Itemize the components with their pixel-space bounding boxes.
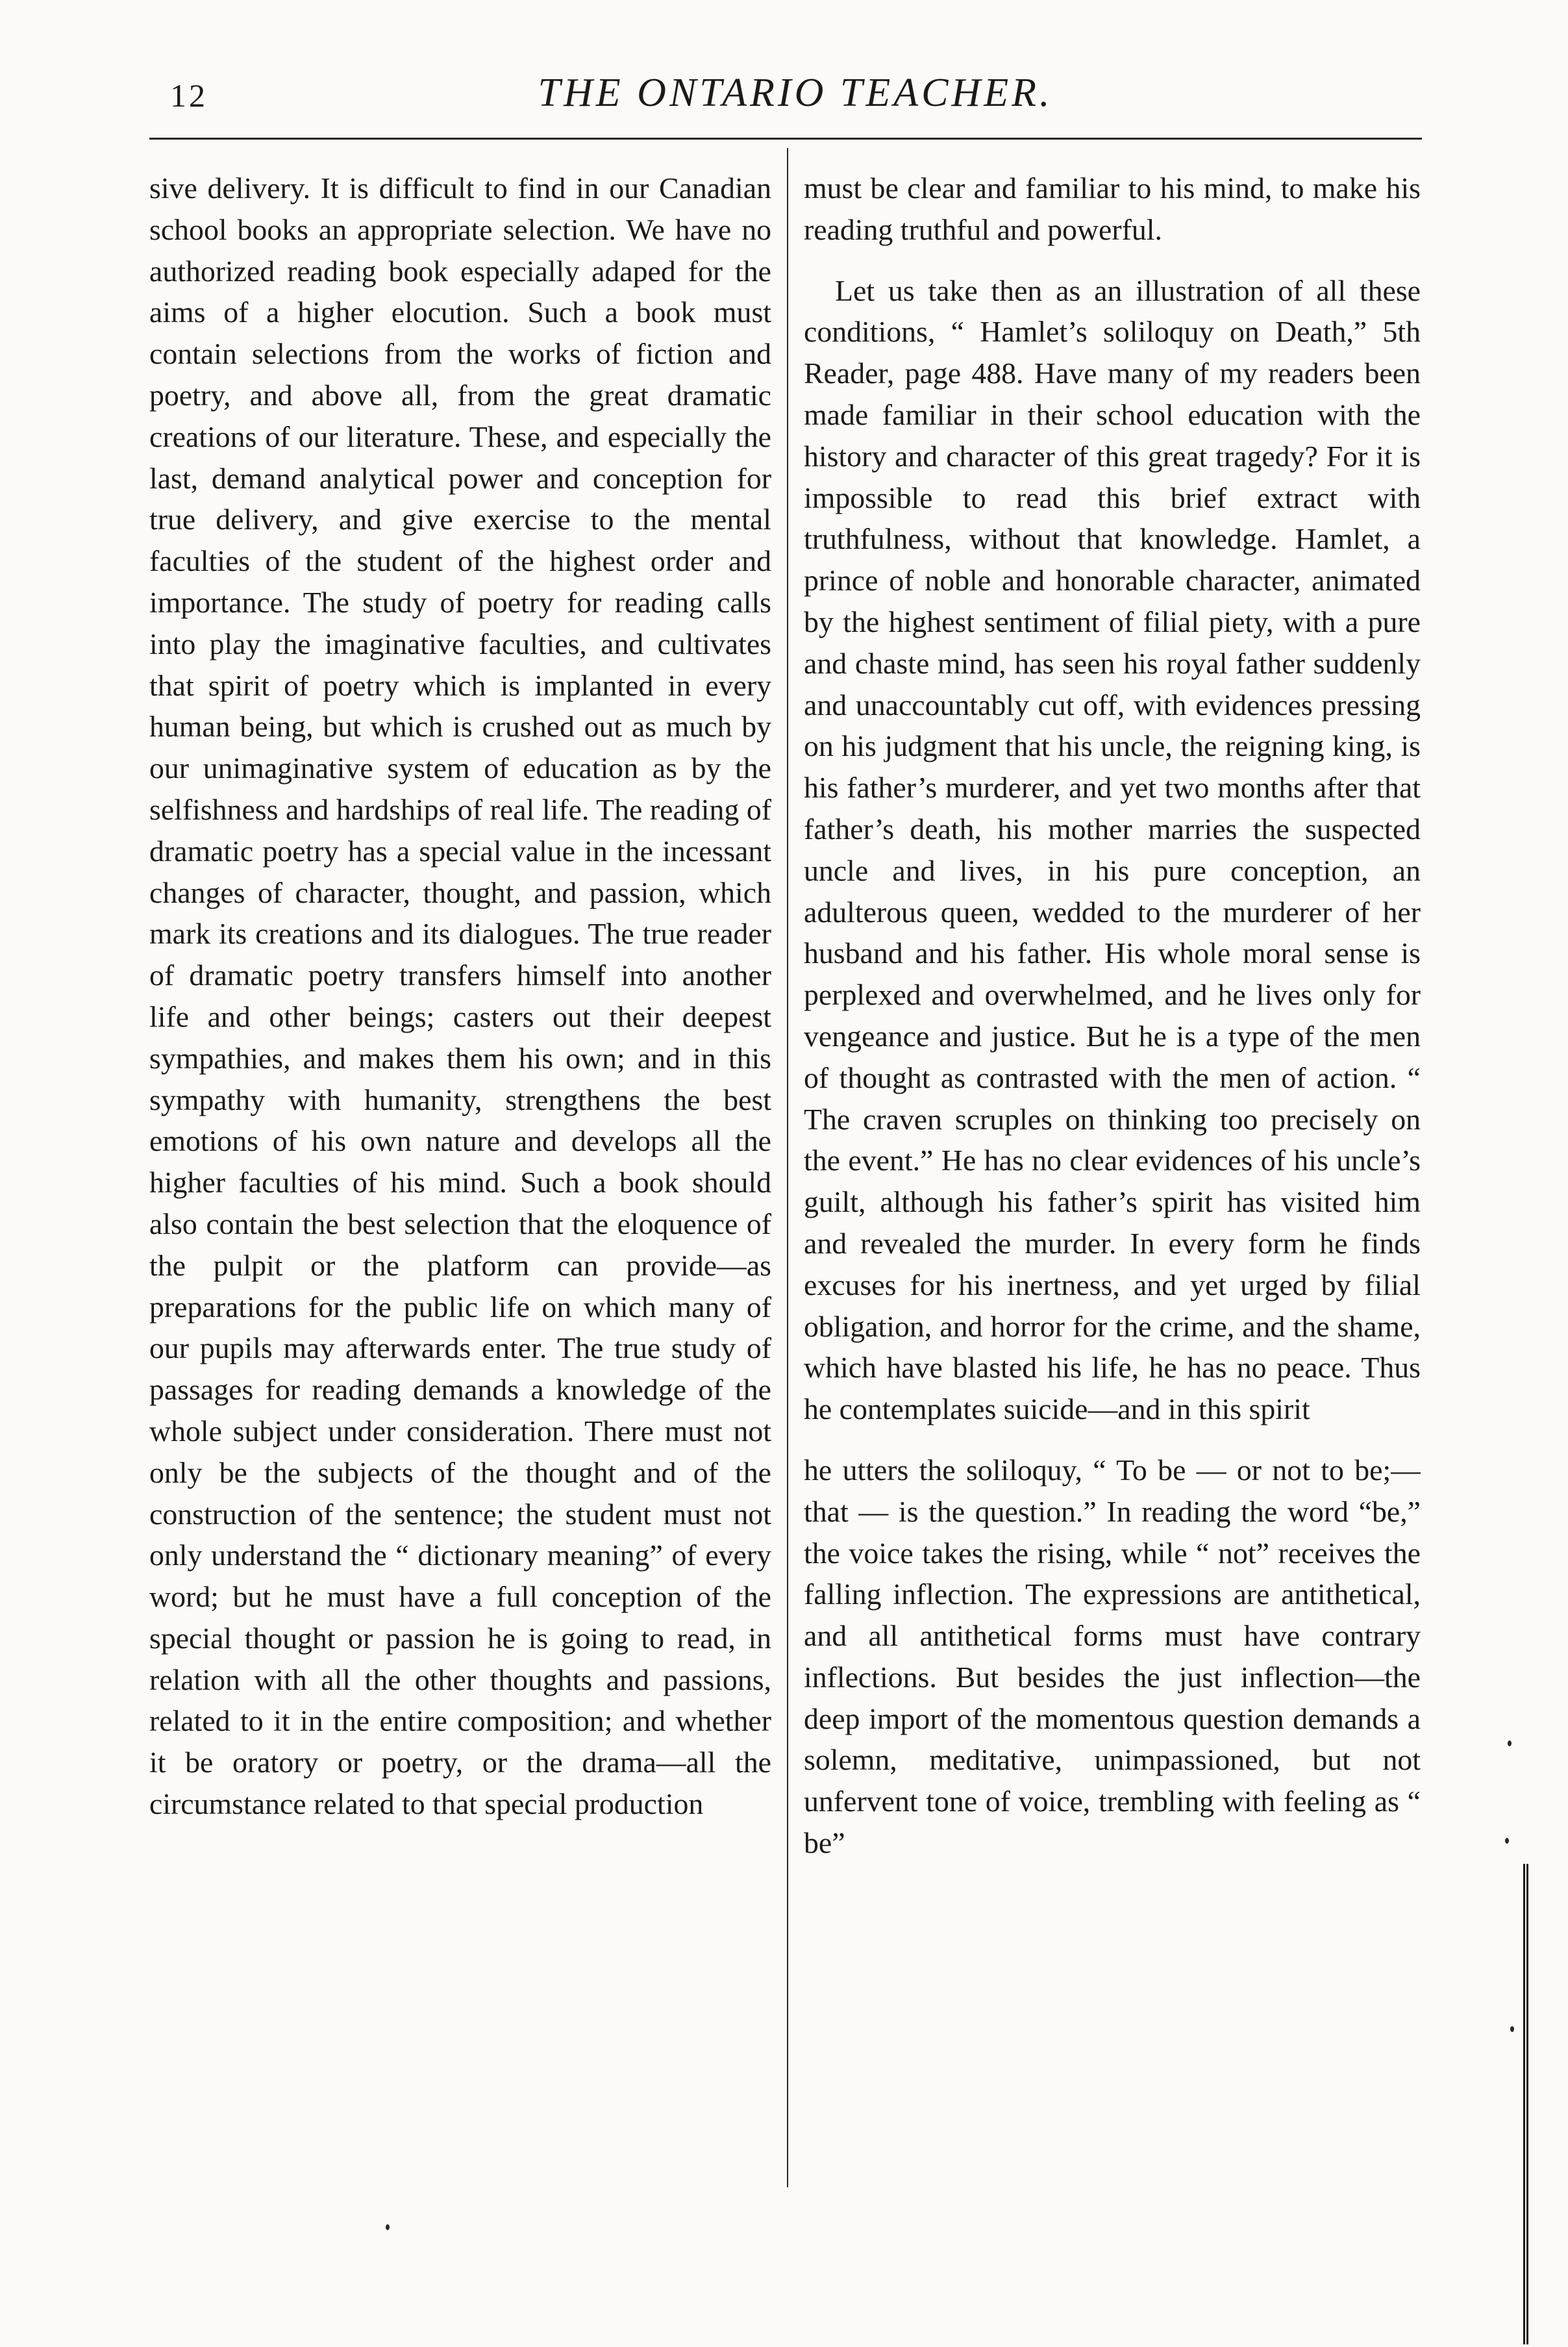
ink-speck — [1505, 1838, 1509, 1844]
right-column — [804, 168, 1421, 1864]
left-column — [149, 168, 771, 1825]
right-paragraph-hamlet: Let us take then as an illustration of all these conditions, “ Hamlet’s soliloquy on Death,” 5th Reader, page 488. Have many of my readers been made familiar in their school education with the history and character of this great tragedy? For it is impossible to read this brief extract with truthfulness, without that knowledge. Hamlet, a prince of noble and honorable character, animated by the highest sentiment of filial piety, with a pure and chaste mind, has seen his royal father suddenly and unaccountably cut off, with evidences pressing on his judgment that his uncle, the reigning king, is his father’s murderer, and yet two months after that father’s death, his mother marries the suspected uncle and lives, in his pure conception, an adulterous queen, wedded to the murderer of her husband and his father. His whole moral sense is perplexed and overwhelmed, and he lives only for vengeance and justice. But he is a type of the men of thought as contrasted with the men of action. “ The craven scruples on thinking too precisely on the event.” He has no clear evidences of his uncle’s guilt, although his father’s spirit has visited him and revealed the murder. In every form he finds excuses for his inertness, and yet urged by filial obligation, and horror for the crime, and the shame, which have blasted his life, he has no peace. Thus he contemplates suicide—and in this spirit — [804, 273, 1421, 1426]
running-head: THE ONTARIO TEACHER. — [538, 71, 1053, 115]
right-paragraph-continuation: must be clear and familiar to his mind, to make his reading truthful and powerful. — [804, 171, 1421, 246]
ink-speck — [1510, 2026, 1514, 2032]
header-rule — [149, 138, 1422, 140]
right-paragraph-soliloquy: he utters the soliloquy, “ To be — or not to be;—that — is the question.” In reading the word “be,” the voice takes the rising, while “ not” receives the falling inflection. The expressions are antithetical, and all antithetical forms must have contrary inflections. But besides the just inflection—the deep import of the momentous question demands a solemn, meditative, unimpassioned, but not unfervent tone of voice, trembling with feeling as “ be” — [804, 1453, 1421, 1860]
scan-edge-mark — [1523, 1864, 1528, 2344]
ink-speck — [386, 2224, 390, 2230]
left-paragraph: sive delivery. It is difficult to find in our Canadian school books an appropriate selection. We have no authorized reading book especially adaped for the aims of a higher elocution. Such a book must contain selections from the works of fiction and poetry, and above all, from the great dramatic creations of our literature. These, and especially the last, demand analytical power and conception for true delivery, and give exercise to the mental faculties of the student of the highest order and importance. The study of poetry for reading calls into play the imaginative faculties, and cultivates that spirit of poetry which is implanted in every human being, but which is crushed out as much by our unimaginative system of education as by the selfishness and hardships of real life. The reading of dramatic poetry has a special value in the incessant changes of character, thought, and passion, which mark its creations and its dialogues. The true reader of dramatic poetry transfers himself into another life and other beings; casters out their deepest sympathies, and makes them his own; and in this sympathy with humanity, strengthens the best emotions of his own nature and develops all the higher faculties of his mind. Such a book should also contain the best selection that the eloquence of the pulpit or the platform can provide—as preparations for the public life on which many of our pupils may afterwards enter. The true study of passages for reading demands a knowledge of the whole subject under consideration. There must not only be the subjects of the thought and of the construction of the sentence; the student must not only understand the “ dictionary meaning” of every word; but he must have a full conception of the special thought or passion he is going to read, in relation with all the other thoughts and passions, related to it in the entire composition; and whether it be oratory or poetry, or the drama—all the circumstance related to that special production — [149, 171, 771, 1821]
column-divider — [787, 148, 788, 2187]
page-number: 12 — [170, 77, 208, 114]
ink-speck — [1508, 1740, 1512, 1746]
